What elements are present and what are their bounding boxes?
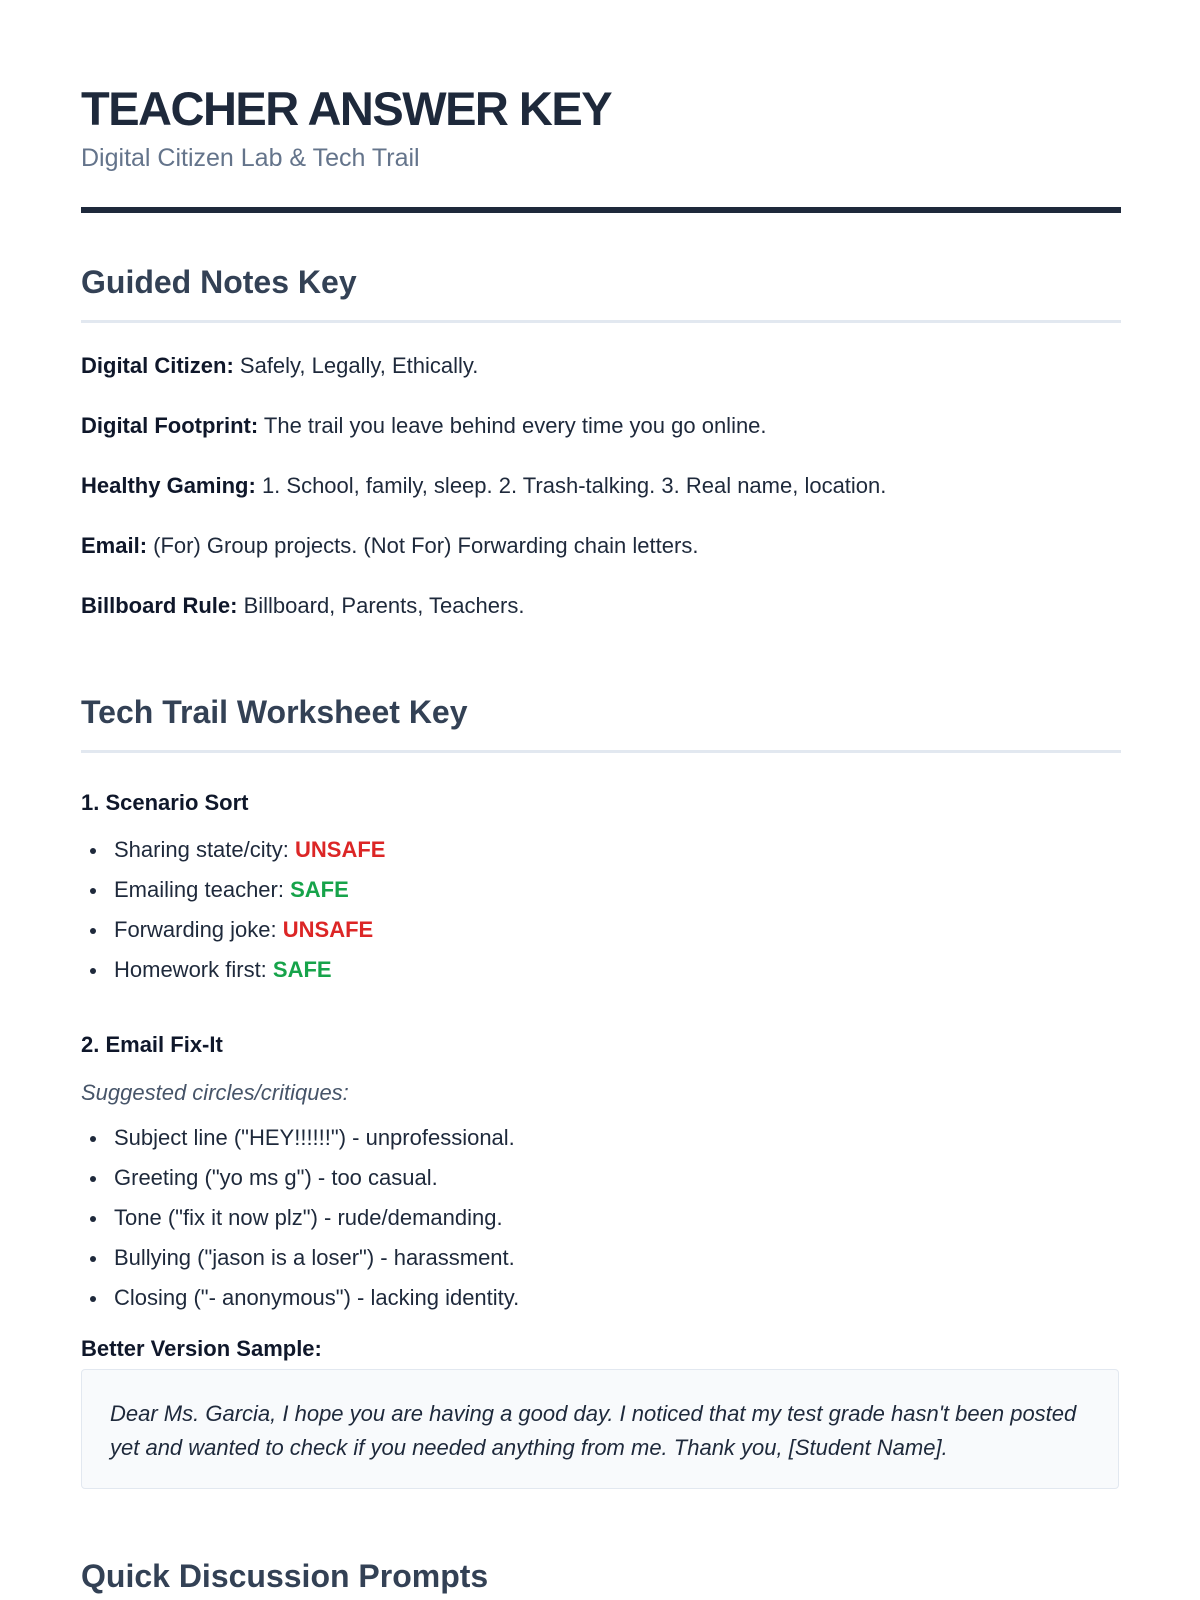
note-term: Digital Footprint: [81, 413, 259, 438]
note-item [81, 473, 886, 499]
safe-verdict: SAFE [290, 877, 349, 902]
list-item: Closing ("- anonymous") - lacking identity. [81, 1278, 519, 1318]
note-term: Billboard Rule: [81, 593, 238, 618]
scenario-text: Forwarding joke: [114, 917, 277, 942]
sample-email-text: Dear Ms. Garcia, I hope you are having a good day. I noticed that my test grade hasn't been posted yet and wanted to check if you needed anything from me. Thank you, [Student Name]. [110, 1401, 1077, 1460]
note-item [81, 413, 767, 439]
list-item: Tone ("fix it now plz") - rude/demanding. [81, 1198, 519, 1238]
note-term: Healthy Gaming: [81, 473, 256, 498]
critiques-intro: Suggested circles/critiques: [81, 1080, 349, 1105]
note-answer: Billboard, Parents, Teachers. [243, 593, 525, 618]
section-title-discussion: Quick Discussion Prompts [81, 1558, 489, 1594]
scenario-sort-list [81, 830, 385, 990]
scenario-text: Sharing state/city: [114, 837, 289, 862]
list-item: Subject line ("HEY!!!!!!") - unprofessional. [81, 1118, 519, 1158]
list-item: Greeting ("yo ms g") - too casual. [81, 1158, 519, 1198]
list-item: Bullying ("jason is a loser") - harassment. [81, 1238, 519, 1278]
page-title: TEACHER ANSWER KEY [81, 82, 612, 135]
unsafe-verdict: UNSAFE [282, 917, 374, 942]
note-term: Email: [81, 533, 148, 558]
section-divider [81, 750, 1121, 753]
note-item [81, 593, 524, 619]
scenario-sort-heading: 1. Scenario Sort [81, 790, 249, 815]
section-divider [81, 320, 1121, 323]
list-item [81, 870, 385, 910]
critiques-list [81, 1118, 519, 1318]
note-item [81, 353, 478, 379]
page-subtitle: Digital Citizen Lab & Tech Trail [81, 144, 420, 172]
note-term: Digital Citizen: [81, 353, 234, 378]
list-item [81, 950, 385, 990]
scenario-text: Homework first: [114, 957, 267, 982]
sample-label: Better Version Sample: [81, 1336, 322, 1361]
scenario-text: Emailing teacher: [114, 877, 284, 902]
note-answer: (For) Group projects. (Not For) Forwarding chain letters. [153, 533, 699, 558]
safe-verdict: SAFE [272, 957, 332, 982]
sample-email-box [81, 1369, 1119, 1489]
email-fix-heading: 2. Email Fix-It [81, 1032, 223, 1057]
unsafe-verdict: UNSAFE [295, 837, 386, 862]
list-item [81, 910, 385, 950]
section-title-worksheet: Tech Trail Worksheet Key [81, 694, 468, 730]
list-item [81, 830, 385, 870]
note-answer: The trail you leave behind every time you go online. [263, 413, 767, 438]
note-answer: Safely, Legally, Ethically. [239, 353, 479, 378]
title-divider [81, 207, 1121, 213]
note-answer: 1. School, family, sleep. 2. Trash-talking. 3. Real name, location. [261, 473, 887, 498]
section-title-guided-notes: Guided Notes Key [81, 264, 357, 300]
note-item [81, 533, 698, 559]
